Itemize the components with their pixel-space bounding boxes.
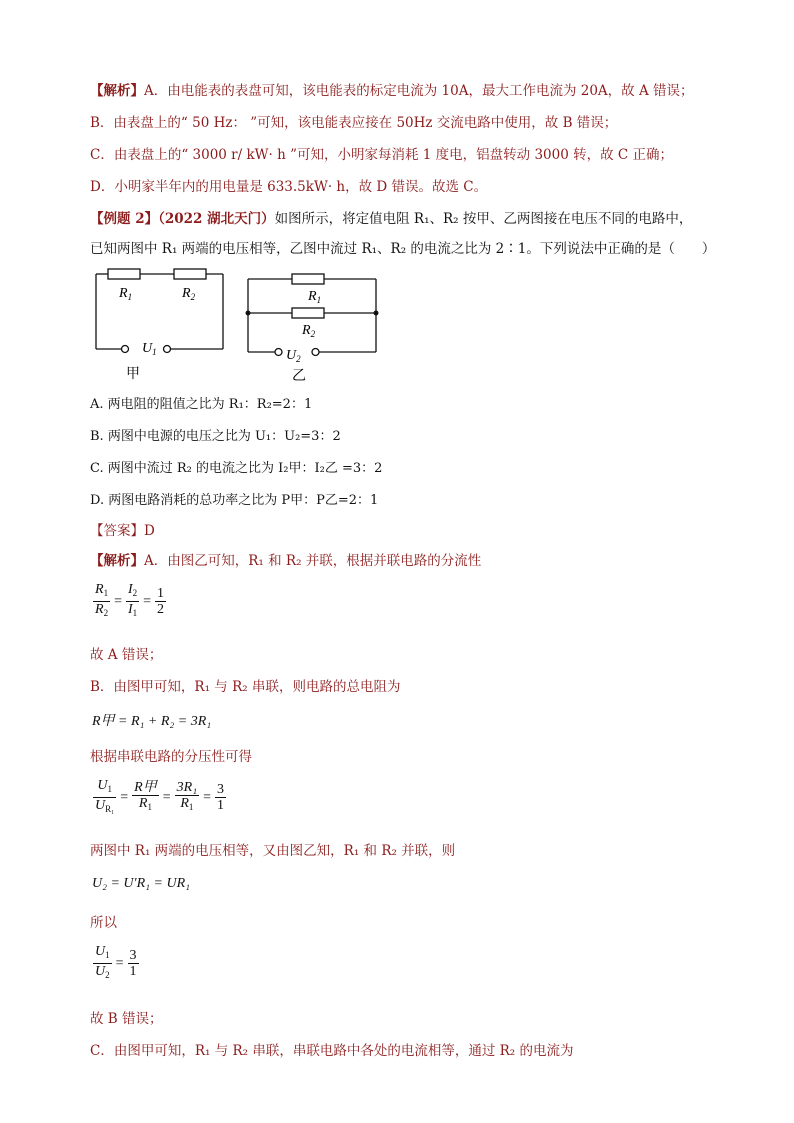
solution-a [90,552,481,570]
terminal-left-yi [275,349,282,356]
solution-tag: 【解析】 [90,553,144,569]
equation-voltage-ratio: $\frac{U_1}{U_{R_1}}$ = $\frac{\text{R甲}}{R_1}$ = $\frac{\text{3R₁}}{R_1}$ = $\frac{3}{1}$ [95,778,224,814]
solution-a-end: 故 A 错误； [90,647,163,663]
analysis-tag: 【解析】 [90,83,144,99]
label-r2-jia: R [182,286,191,301]
junction-right-yi [374,311,379,316]
example-question-line1 [90,210,692,228]
solution-b: B．由图甲可知，R₁ 与 R₂ 串联，则电路的总电阻为 [90,679,401,695]
circuit-yi [248,274,376,356]
equation-u-ratio: $\frac{U_1}{U_2}$ = $\frac{3}{1}$ [95,944,137,980]
solution-c: C．由图甲可知，R₁ 与 R₂ 串联，串联电路中各处的电流相等，通过 R₂ 的电流为 [90,1043,574,1059]
prev-analysis-a [90,82,694,100]
label-r1-jia: R [119,286,128,301]
example-question-line2: 已知两图中 R₁ 两端的电压相等，乙图中流过 R₁、R₂ 的电流之比为 2∶1。下列说法中正确的是（ ） [90,241,716,257]
option-c: C. 两图中流过 R₂ 的电流之比为 I₂甲：I₂乙 =3：2 [90,461,383,476]
resistor-r1-yi [292,274,324,284]
svg-text:R2: $R_2$ [302,323,316,339]
label-r1-yi: R [308,289,317,304]
caption-yi: 乙 [292,369,306,384]
resistor-r2-jia [174,269,206,279]
caption-jia: 甲 [126,367,140,382]
analysis-a-text: A．由电能表的表盘可知，该电能表的标定电流为 10A，最大工作电流为 20A，故 A 错误； [144,83,694,99]
resistor-r1-jia [108,269,140,279]
example-tag: 【例题 2】（2022 湖北天门） [90,211,275,227]
terminal-left-jia [122,346,129,353]
option-d: D. 两图电路消耗的总功率之比为 P甲：P乙=2：1 [90,493,379,508]
solution-b3: 两图中 R₁ 两端的电压相等，又由图乙知，R₁ 和 R₂ 并联，则 [90,843,456,859]
prev-analysis-d: D．小明家半年内的用电量是 633.5kW· h，故 D 错误。故选 C。 [90,179,488,195]
junction-left-yi [246,311,251,316]
option-a: A. 两电阻的阻值之比为 R₁：R₂=2：1 [90,397,313,412]
solution-b2: 根据串联电路的分压性可得 [90,749,252,765]
circuit-diagrams [88,262,388,387]
label-r2-yi: R [302,323,311,338]
label-u2-yi: U [286,348,297,363]
equation-u2: U₂ = U′R₁ = UR₁ [92,876,190,891]
svg-text:R2: $R_2$ [182,286,196,302]
svg-text:R1: $R_1$ [308,289,322,305]
solution-a-text: A．由图乙可知，R₁ 和 R₂ 并联，根据并联电路的分流性 [144,553,482,569]
svg-text:U1: $U_1$ [142,341,157,357]
svg-text:U2: $U_2$ [286,348,301,364]
equation-total-resistance: R甲 = R₁ + R₂ = 3R₁ [92,714,212,729]
svg-text:R1: $R_1$ [119,286,133,302]
solution-b4: 所以 [90,915,117,931]
terminal-right-yi [312,349,319,356]
prev-analysis-c: C．由表盘上的“ 3000 r/ kW· h ”可知，小明家每消耗 1 度电，铝盘转动 3000 转，故 C 正确； [90,147,674,163]
label-u1-jia: U [142,341,153,356]
option-b: B. 两图中电源的电压之比为 U₁：U₂=3：2 [90,429,341,444]
circuit-jia [96,269,223,353]
equation-current-ratio: $\frac{R_1}{R_2}$ = $\frac{I_2}{I_1}$ = $\frac{1}{2}$ [95,582,165,618]
terminal-right-jia [164,346,171,353]
solution-b-end: 故 B 错误； [90,1011,163,1027]
resistor-r2-yi [292,308,324,318]
answer: 【答案】D [90,523,155,539]
prev-analysis-b: B．由表盘上的“ 50 Hz： ”可知，该电能表应接在 50Hz 交流电路中使用，故 B 错误； [90,115,618,131]
example-text: 如图所示，将定值电阻 R₁、R₂ 按甲、乙两图接在电压不同的电路中， [274,211,693,227]
